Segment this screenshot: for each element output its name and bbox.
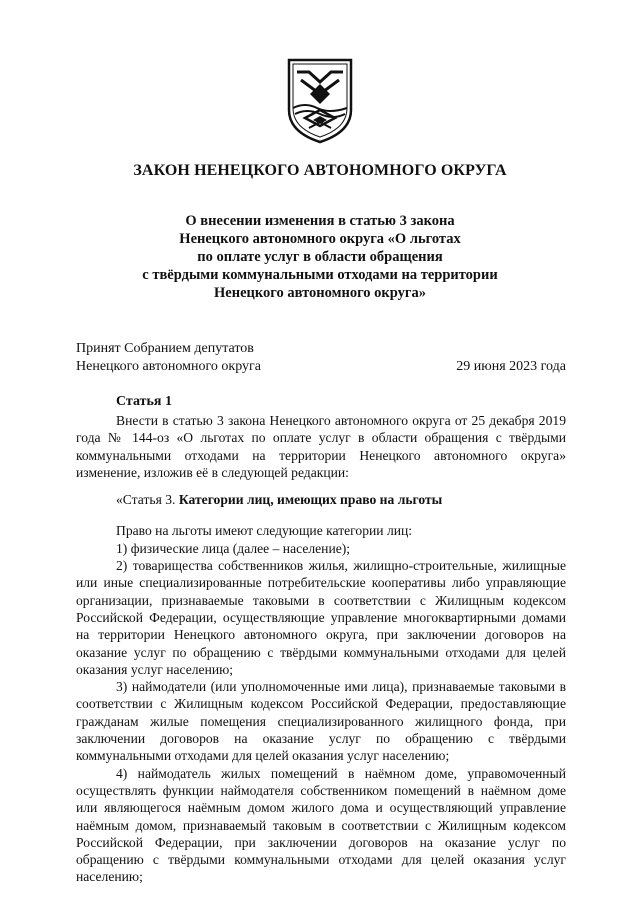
article-intro: Внести в статью 3 закона Ненецкого автономного округа от 25 декабря 2019 года № 144-оз «О льготах по оплате услуг в области обращения с твёрдыми коммунальными отходами на территории Ненецкого автономного округа» изменение, изложив её в следующей редакции: (76, 413, 566, 480)
list-item: 3) наймодатели (или уполномоченные ими лица), признаваемые таковыми в соответствии с Жилищным кодексом Российской Федерации, предоставляющие гражданам жилые помещения специализированного жилищного фонда, при заключении договоров на оказание услуг по обращению с твёрдыми коммунальными отходами для целей оказания услуг населению; (76, 679, 566, 764)
adoption-line-2: Ненецкого автономного округа (76, 359, 261, 374)
adoption-block (76, 340, 566, 376)
coat-of-arms-emblem (287, 58, 353, 144)
quoted-article-title: Категории лиц, имеющих право на льготы (178, 492, 443, 508)
subject-line: с твёрдыми коммунальными отходами на территории (142, 267, 498, 283)
adoption-line-1: Принят Собранием депутатов (76, 341, 254, 356)
adoption-date: 29 июня 2023 года (456, 359, 566, 374)
emblem-icon (287, 58, 353, 144)
subject-line: Ненецкого автономного округа «О льготах (179, 231, 461, 247)
article-body (76, 412, 566, 886)
list-item: 2) товарищества собственников жилья, жилищно-строительные, жилищные или иные специализированные потребительские кооперативы либо управляющие организации, признаваемые таковыми в соответствии с Жилищным кодексом Российской Федерации, осуществляющие управление многоквартирными домами на территории Ненецкого автономного округа, при заключении договоров на оказание услуг по обращению с твёрдыми коммунальными отходами для целей оказания услуг населению; (76, 558, 566, 677)
subject-line: Ненецкого автономного округа» (214, 285, 426, 301)
subject-line: по оплате услуг в области обращения (197, 249, 443, 265)
list-intro: Право на льготы имеют следующие категории лиц: (116, 523, 413, 539)
quoted-article-heading (76, 491, 566, 508)
law-title: ЗАКОН НЕНЕЦКОГО АВТОНОМНОГО ОКРУГА (133, 162, 507, 179)
quoted-article-prefix: «Статья 3. (116, 492, 179, 508)
list-item: 4) наймодатель жилых помещений в наёмном доме, управомоченный осуществлять функции наймодателя собственником помещений в наёмном доме или являющегося наёмным домом жилого дома и осуществляющий управление наёмным домом, признаваемый таковым в соответствии с Жилищным кодексом Российской Федерации, при заключении договоров на оказание услуг по обращению с твёрдыми коммунальными отходами для целей оказания услуг населению; (76, 765, 566, 885)
law-subject (0, 212, 640, 302)
article-heading: Статья 1 (116, 394, 172, 409)
subject-line: О внесении изменения в статью 3 закона (185, 213, 455, 229)
list-item: 1) физические лица (далее – население); (116, 540, 351, 556)
